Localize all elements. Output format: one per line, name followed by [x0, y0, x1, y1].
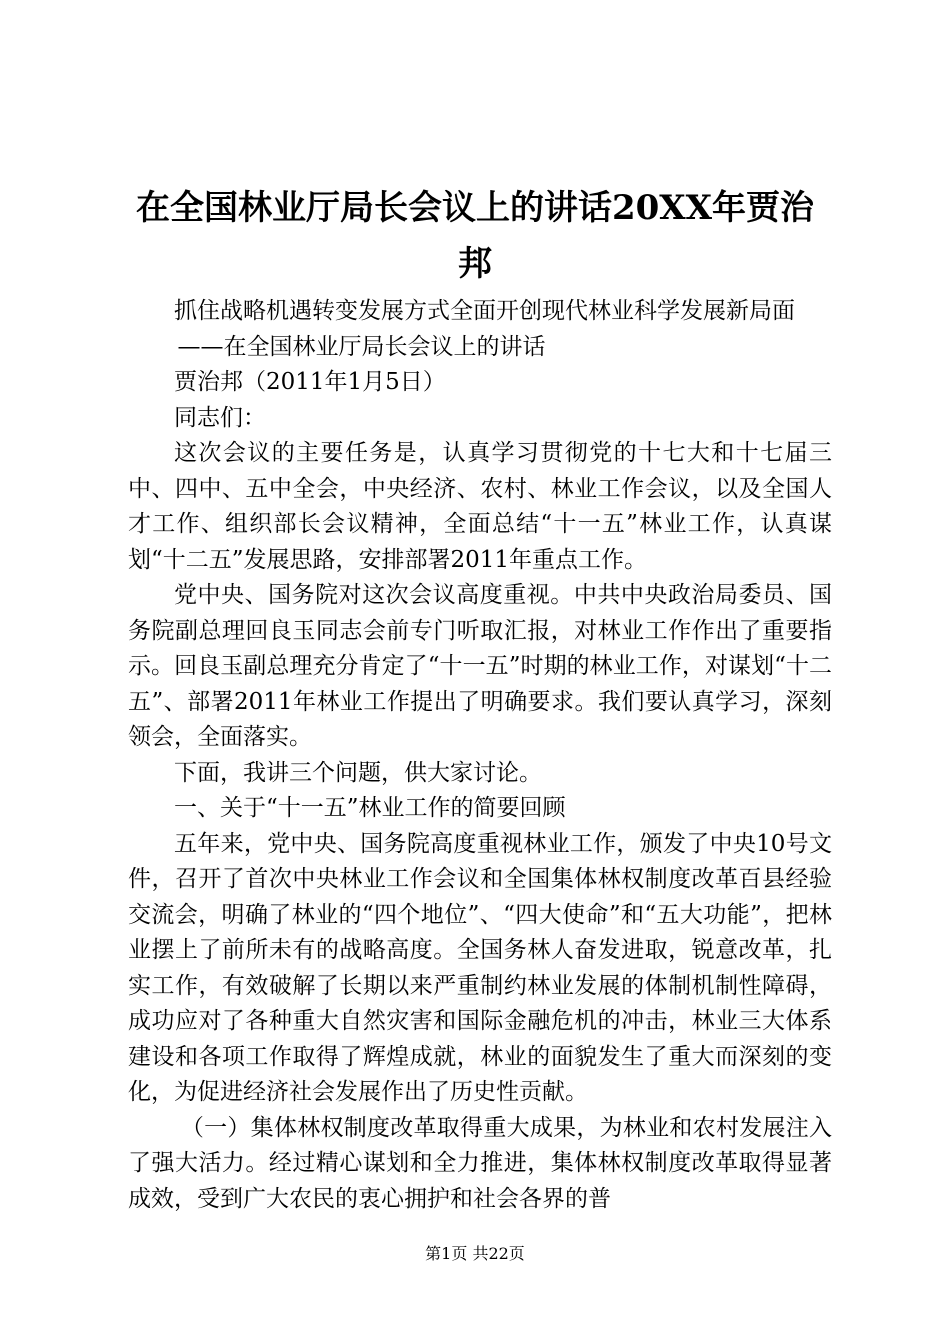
salutation: 同志们： — [174, 404, 266, 431]
speech-subtitle: ——在全国林业厅局长会议上的讲话 — [177, 333, 546, 360]
document-title: 在全国林业厅局长会议上的讲话20XX年贾治邦 — [135, 188, 815, 284]
body-paragraph: 五年来，党中央、国务院高度重视林业工作，颁发了中央10号文件，召开了首次中央林业工作会议和全国集体林权制度改革百县经验交流会，明确了林业的“四个地位”、“四大使命”和“五大功能”，把林业摆上了前所未有的战略高度。全国务林人奋发进取，锐意改革，扎实工作，有效破解了长期以来严重制约林业发展的体制机制性障碍，成功应对了各种重大自然灾害和国际金融危机的冲击，林业三大体系建设和各项工作取得了辉煌成就，林业的面貌发生了重大而深刻的变化，为促进经济社会发展作出了历史性贡献。 — [128, 830, 832, 1105]
document-body — [128, 294, 832, 1217]
body-paragraph: 这次会议的主要任务是，认真学习贯彻党的十七大和十七届三中、四中、五中全会，中央经济、农村、林业工作会议，以及全国人才工作、组织部长会议精神，全面总结“十一五”林业工作，认真谋划“十二五”发展思路，安排部署2011年重点工作。 — [128, 440, 832, 573]
speech-headline: 抓住战略机遇转变发展方式全面开创现代林业科学发展新局面 — [174, 298, 795, 324]
body-paragraph: 党中央、国务院对这次会议高度重视。中共中央政治局委员、国务院副总理回良玉同志会前专门听取汇报，对林业工作作出了重要指示。回良玉副总理充分肯定了“十一五”时期的林业工作，对谋划“十二五”、部署2011年林业工作提出了明确要求。我们要认真学习，深刻领会，全面落实。 — [128, 582, 832, 750]
body-paragraph: （一）集体林权制度改革取得重大成果，为林业和农村发展注入了强大活力。经过精心谋划和全力推进，集体林权制度改革取得显著成效，受到广大农民的衷心拥护和社会各界的普 — [128, 1114, 832, 1212]
body-paragraph: 下面，我讲三个问题，供大家讨论。 — [174, 759, 542, 786]
section-heading: 一、关于“十一五”林业工作的简要回顾 — [174, 795, 566, 821]
page-footer: 第1页 共22页 — [425, 1244, 525, 1263]
speaker-date: 贾治邦（2011年1月5日） — [174, 369, 446, 395]
